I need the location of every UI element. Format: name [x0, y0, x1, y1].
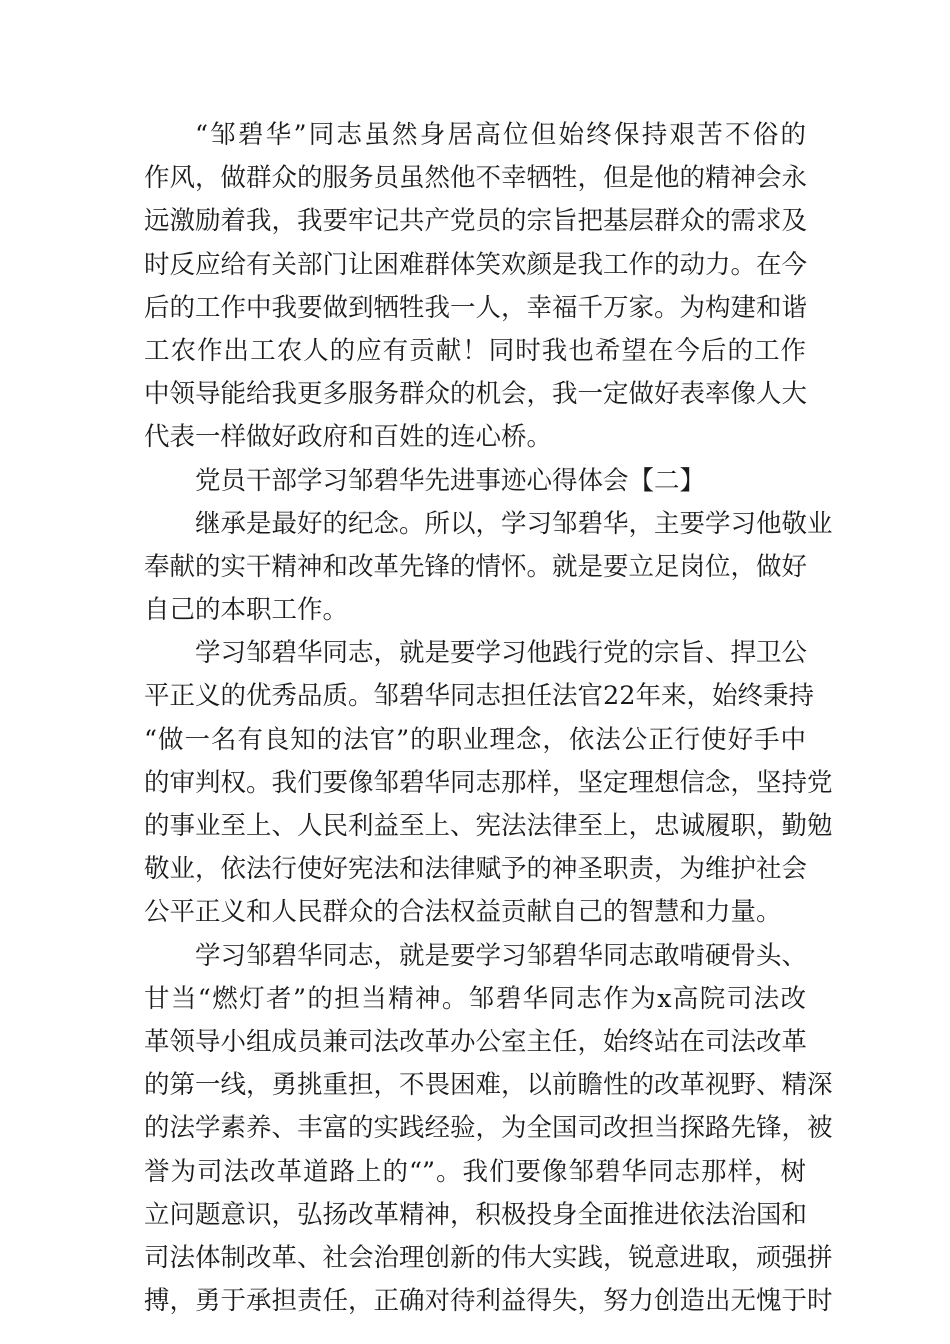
- text-line: 立问题意识，弘扬改革精神，积极投身全面推进依法治国和: [144, 1199, 808, 1230]
- paragraph: [144, 632, 833, 934]
- paragraph: [144, 503, 833, 633]
- text-line: 奉献的实干精神和改革先锋的情怀。就是要立足岗位，做好: [144, 551, 808, 582]
- text-line: “做一名有良知的法官”的职业理念，依法公正行使好手中: [144, 724, 806, 755]
- text-line: 作风，做群众的服务员虽然他不幸牺牲，但是他的精神会永: [144, 163, 808, 194]
- paragraph: [144, 114, 806, 460]
- text-line: 后的工作中我要做到牺牲我一人，幸福千万家。为构建和谐: [144, 292, 808, 323]
- text-line: 学习邹碧华同志，就是要学习邹碧华同志敢啃硬骨头、: [195, 940, 808, 971]
- text-line: 平正义的优秀品质。邹碧华同志担任法官22年来，始终秉持: [144, 681, 814, 712]
- text-line: 学习邹碧华同志，就是要学习他践行党的宗旨、捍卫公: [195, 638, 808, 669]
- section-heading: [144, 460, 806, 503]
- text-line: 公平正义和人民群众的合法权益贡献自己的智慧和力量。: [144, 897, 782, 928]
- text-line: 自己的本职工作。: [144, 595, 349, 626]
- text-line: 的审判权。我们要像邹碧华同志那样，坚定理想信念，坚持党: [144, 767, 833, 798]
- text-line: 远激励着我，我要牢记共产党员的宗旨把基层群众的需求及: [144, 206, 808, 237]
- text-line: 中领导能给我更多服务群众的机会，我一定做好表率像人大: [144, 379, 808, 410]
- text-line: 时反应给有关部门让困难群体笑欢颜是我工作的动力。在今: [144, 249, 808, 280]
- text-line: 代表一样做好政府和百姓的连心桥。: [144, 422, 553, 453]
- text-line: 的法学素养、丰富的实践经验，为全国司改担当探路先锋，被: [144, 1113, 833, 1144]
- document-page: [144, 114, 833, 1323]
- paragraph: [144, 935, 833, 1324]
- text-line: 搏，勇于承担责任，正确对待利益得失，努力创造出无愧于时: [144, 1286, 833, 1317]
- text-line: “邹碧华”同志虽然身居高位但始终保持艰苦不俗的: [195, 120, 806, 150]
- heading-line: 党员干部学习邹碧华先进事迹心得体会【二】: [195, 465, 706, 496]
- text-line: 司法体制改革、社会治理创新的伟大实践，锐意进取，顽强拼: [144, 1242, 833, 1273]
- text-line: 敬业，依法行使好宪法和法律赋予的神圣职责，为维护社会: [144, 854, 808, 885]
- text-line: 继承是最好的纪念。所以，学习邹碧华，主要学习他敬业: [195, 508, 833, 539]
- text-line: 的事业至上、人民利益至上、宪法法律至上，忠诚履职，勤勉: [144, 811, 833, 841]
- text-line: 的第一线，勇挑重担，不畏困难，以前瞻性的改革视野、精深: [144, 1070, 833, 1101]
- text-line: 革领导小组成员兼司法改革办公室主任，始终站在司法改革: [144, 1026, 808, 1057]
- text-line: 工农作出工农人的应有贡献！同时我也希望在今后的工作: [144, 335, 806, 366]
- text-line: 甘当“燃灯者”的担当精神。邹碧华同志作为x高院司法改: [144, 983, 806, 1014]
- text-line: 誉为司法改革道路上的“”。我们要像邹碧华同志那样，树: [144, 1156, 806, 1187]
